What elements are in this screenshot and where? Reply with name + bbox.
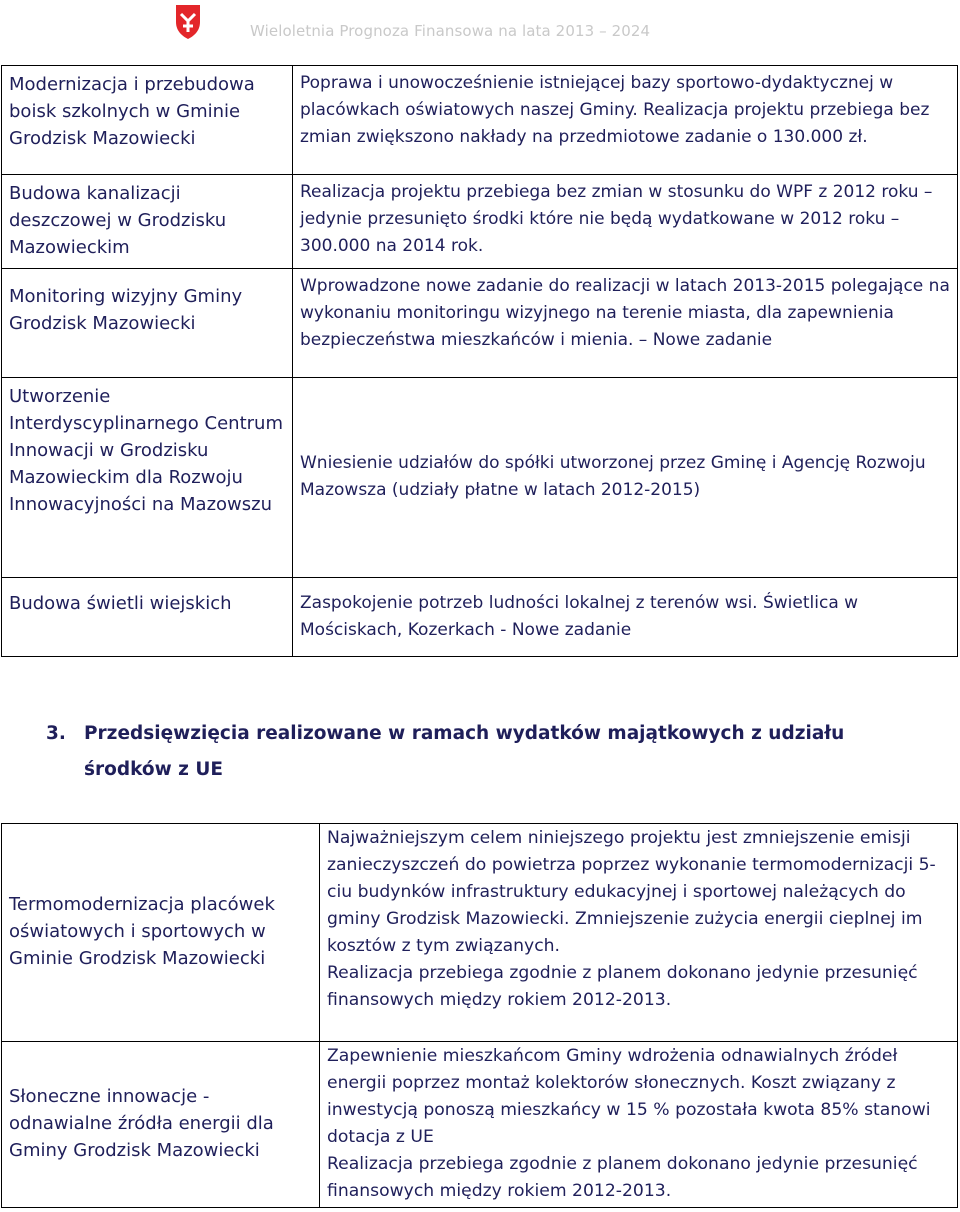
document-header-title: Wieloletnia Prognoza Finansowa na lata 2013 – 2024 (250, 22, 651, 40)
table-row (2, 824, 958, 1042)
eu-projects-table (1, 823, 958, 1208)
task-description-cell: Wniesienie udziałów do spółki utworzonej przez Gminę i Agencję Rozwoju Mazowsza (udziały płatne w latach 2012-2015) (293, 378, 958, 578)
tasks-table (1, 65, 958, 657)
section-number: 3. (46, 723, 66, 744)
table-row (2, 1042, 958, 1208)
table-row (2, 578, 958, 657)
project-name-cell: Słoneczne innowacje - odnawialne źródła energii dla Gminy Grodzisk Mazowiecki (2, 1042, 320, 1208)
table-row (2, 269, 958, 378)
project-status-text: Realizacja przebiega zgodnie z planem dokonano jedynie przesunięć finansowych między rokiem 2012-2013. (327, 1154, 918, 1201)
section-heading-line-2: środków z UE (84, 759, 224, 780)
municipality-crest-logo (174, 4, 202, 40)
task-description-cell: Realizacja projektu przebiega bez zmian w stosunku do WPF z 2012 roku – jedynie przesunięto środki które nie będą wydatkowane w 2012 roku – 300.000 na 2014 rok. (293, 175, 958, 269)
task-name-cell: Budowa świetli wiejskich (2, 578, 293, 657)
task-name-cell: Budowa kanalizacji deszczowej w Grodzisku Mazowieckim (2, 175, 293, 269)
table-row (2, 175, 958, 269)
project-description-cell (320, 1042, 958, 1208)
task-description-cell: Wprowadzone nowe zadanie do realizacji w latach 2013-2015 polegające na wykonaniu monitoringu wizyjnego na terenie miasta, dla zapewnienia bezpieczeństwa mieszkańców i mienia. – Nowe zadanie (293, 269, 958, 378)
task-name-cell: Utworzenie Interdyscyplinarnego Centrum Innowacji w Grodzisku Mazowieckim dla Rozwoju Innowacyjności na Mazowszu (2, 378, 293, 578)
section-3-heading (46, 716, 926, 788)
project-description-text: Najważniejszym celem niniejszego projektu jest zmniejszenie emisji zanieczyszczeń do powietrza poprzez wykonanie termomodernizacji 5-ciu budynków infrastruktury edukacyjnej i sportowej należących do gminy Grodzisk Mazowiecki. Zmniejszenie zużycia energii cieplnej im kosztów z tym związanych. (327, 828, 936, 956)
section-heading-line-1: Przedsięwzięcia realizowane w ramach wydatków majątkowych z udziału (84, 723, 845, 744)
page-header (0, 0, 960, 60)
task-name-cell: Modernizacja i przebudowa boisk szkolnych w Gminie Grodzisk Mazowiecki (2, 66, 293, 175)
table-row (2, 66, 958, 175)
project-status-text: Realizacja przebiega zgodnie z planem dokonano jedynie przesunięć finansowych między rokiem 2012-2013. (327, 963, 918, 1010)
table-row (2, 378, 958, 578)
task-description-cell: Zaspokojenie potrzeb ludności lokalnej z terenów wsi. Świetlica w Mościskach, Kozerkach - Nowe zadanie (293, 578, 958, 657)
task-name-cell: Monitoring wizyjny Gminy Grodzisk Mazowiecki (2, 269, 293, 378)
project-name-cell: Termomodernizacja placówek oświatowych i sportowych w Gminie Grodzisk Mazowiecki (2, 824, 320, 1042)
project-description-cell (320, 824, 958, 1042)
task-description-cell: Poprawa i unowocześnienie istniejącej bazy sportowo-dydaktycznej w placówkach oświatowych naszej Gminy. Realizacja projektu przebiega bez zmian zwiększono nakłady na przedmiotowe zadanie o 130.000 zł. (293, 66, 958, 175)
project-description-text: Zapewnienie mieszkańcom Gminy wdrożenia odnawialnych źródeł energii poprzez montaż kolektorów słonecznych. Koszt związany z inwestycją ponoszą mieszkańcy w 15 % pozostała kwota 85% stanowi dotacja z UE (327, 1046, 931, 1147)
